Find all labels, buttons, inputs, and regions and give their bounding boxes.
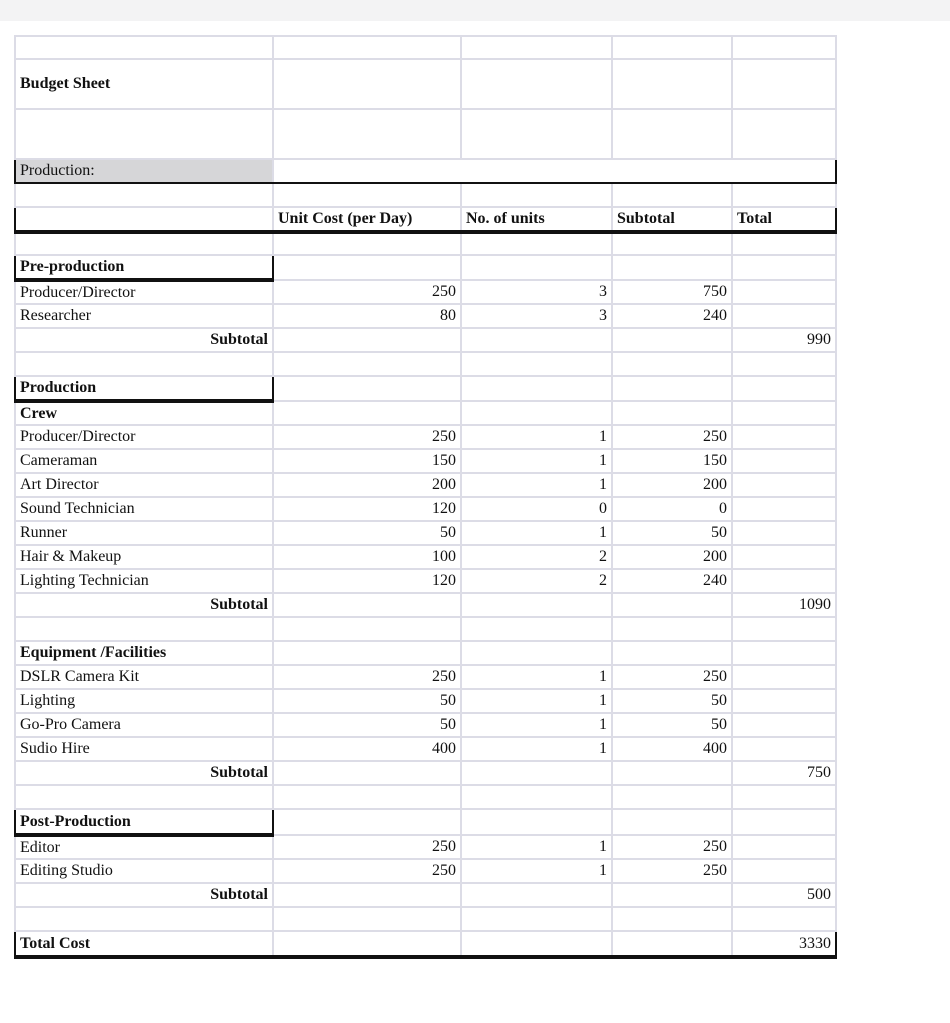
item-cell[interactable]: Hair & Makeup: [15, 545, 273, 569]
table-row: [15, 569, 836, 593]
blank-row: [15, 36, 836, 59]
section-total-cell[interactable]: 1090: [732, 593, 836, 617]
cell[interactable]: [15, 617, 273, 641]
table-row: [15, 497, 836, 521]
unit-cost-cell[interactable]: 50: [273, 713, 461, 737]
cell[interactable]: [273, 352, 461, 376]
cell[interactable]: [461, 883, 612, 907]
cell[interactable]: [461, 907, 612, 931]
cell[interactable]: [15, 232, 273, 255]
cell[interactable]: [732, 280, 836, 304]
cell[interactable]: [273, 931, 461, 957]
unit-cost-cell[interactable]: 250: [273, 425, 461, 449]
unit-cost-cell[interactable]: 250: [273, 859, 461, 883]
cell[interactable]: [273, 907, 461, 931]
blank-row: [15, 617, 836, 641]
table-row: [15, 473, 836, 497]
cell[interactable]: [461, 232, 612, 255]
cell[interactable]: [732, 785, 836, 809]
table-row: [15, 835, 836, 859]
unit-cost-cell[interactable]: 100: [273, 545, 461, 569]
total-cost-label[interactable]: Total Cost: [15, 931, 273, 957]
table-row: [15, 521, 836, 545]
subtotal-row: [15, 593, 836, 617]
cell[interactable]: [461, 785, 612, 809]
item-cell[interactable]: Art Director: [15, 473, 273, 497]
section-header-row: [15, 809, 836, 835]
cell[interactable]: [15, 109, 273, 159]
unit-cost-cell[interactable]: 250: [273, 835, 461, 859]
cell[interactable]: [732, 255, 836, 280]
cell[interactable]: [273, 328, 461, 352]
cell[interactable]: [612, 328, 732, 352]
subtotal-label[interactable]: Subtotal: [15, 328, 273, 352]
cell[interactable]: [732, 713, 836, 737]
production-name-row: [15, 159, 836, 183]
cell[interactable]: [732, 425, 836, 449]
header-total[interactable]: Total: [732, 207, 836, 232]
units-cell[interactable]: 2: [461, 545, 612, 569]
cell[interactable]: [612, 809, 732, 835]
cell[interactable]: [461, 376, 612, 401]
units-cell[interactable]: 1: [461, 665, 612, 689]
page-title[interactable]: Budget Sheet: [15, 59, 273, 109]
section-total-cell[interactable]: 990: [732, 328, 836, 352]
table-row: [15, 859, 836, 883]
cell[interactable]: [273, 183, 461, 207]
header-item[interactable]: [15, 207, 273, 232]
subtotal-cell[interactable]: 240: [612, 569, 732, 593]
header-subtotal[interactable]: Subtotal: [612, 207, 732, 232]
units-cell[interactable]: 1: [461, 473, 612, 497]
table-row: [15, 689, 836, 713]
subsection-header-row: [15, 641, 836, 665]
cell[interactable]: [15, 352, 273, 376]
section-total-cell[interactable]: 500: [732, 883, 836, 907]
subtotal-row: [15, 328, 836, 352]
section-label-postproduction[interactable]: Post-Production: [15, 809, 273, 835]
cell[interactable]: [612, 183, 732, 207]
cell[interactable]: [273, 36, 461, 59]
section-label-preproduction[interactable]: Pre-production: [15, 255, 273, 280]
cell[interactable]: [732, 835, 836, 859]
unit-cost-cell[interactable]: 50: [273, 521, 461, 545]
cell[interactable]: [732, 569, 836, 593]
subtotal-cell[interactable]: 250: [612, 859, 732, 883]
table-row: [15, 280, 836, 304]
unit-cost-cell[interactable]: 120: [273, 497, 461, 521]
unit-cost-cell[interactable]: 250: [273, 280, 461, 304]
cell[interactable]: [732, 376, 836, 401]
item-cell[interactable]: Lighting Technician: [15, 569, 273, 593]
blank-row: [15, 183, 836, 207]
subsection-header-row: [15, 401, 836, 425]
section-header-row: [15, 255, 836, 280]
cell[interactable]: [732, 232, 836, 255]
subtotal-label[interactable]: Subtotal: [15, 761, 273, 785]
cell[interactable]: [273, 109, 461, 159]
cell[interactable]: [461, 931, 612, 957]
cell[interactable]: [732, 907, 836, 931]
cell[interactable]: [461, 352, 612, 376]
table-row: [15, 449, 836, 473]
subtotal-cell[interactable]: 150: [612, 449, 732, 473]
cell[interactable]: [732, 641, 836, 665]
units-cell[interactable]: 1: [461, 449, 612, 473]
cell[interactable]: [273, 376, 461, 401]
blank-row: [15, 907, 836, 931]
cell[interactable]: [273, 809, 461, 835]
cell[interactable]: [273, 255, 461, 280]
cell[interactable]: [732, 36, 836, 59]
cell[interactable]: [461, 401, 612, 425]
cell[interactable]: [15, 36, 273, 59]
total-cost-value[interactable]: 3330: [732, 931, 836, 957]
cell[interactable]: [612, 232, 732, 255]
cell[interactable]: [461, 761, 612, 785]
cell[interactable]: [612, 109, 732, 159]
cell[interactable]: [732, 59, 836, 109]
item-cell[interactable]: Researcher: [15, 304, 273, 328]
subtotal-cell[interactable]: 250: [612, 665, 732, 689]
section-header-row: [15, 376, 836, 401]
cell[interactable]: [273, 232, 461, 255]
cell[interactable]: [273, 761, 461, 785]
units-cell[interactable]: 2: [461, 569, 612, 593]
units-cell[interactable]: 1: [461, 689, 612, 713]
cell[interactable]: [732, 809, 836, 835]
cell[interactable]: [273, 785, 461, 809]
subtotal-cell[interactable]: 400: [612, 737, 732, 761]
subtotal-cell[interactable]: 50: [612, 521, 732, 545]
cell[interactable]: [732, 401, 836, 425]
blank-row: [15, 785, 836, 809]
cell[interactable]: [273, 617, 461, 641]
cell[interactable]: [273, 59, 461, 109]
cell[interactable]: [461, 328, 612, 352]
units-cell[interactable]: 3: [461, 304, 612, 328]
cell[interactable]: [732, 521, 836, 545]
header-row: [15, 207, 836, 232]
cell[interactable]: [612, 401, 732, 425]
table-row: [15, 713, 836, 737]
cell[interactable]: [732, 449, 836, 473]
unit-cost-cell[interactable]: 150: [273, 449, 461, 473]
item-cell[interactable]: Runner: [15, 521, 273, 545]
budget-sheet-table: [14, 35, 837, 959]
cell[interactable]: [612, 641, 732, 665]
cell[interactable]: [612, 255, 732, 280]
cell[interactable]: [461, 183, 612, 207]
unit-cost-cell[interactable]: 200: [273, 473, 461, 497]
title-row: [15, 59, 836, 109]
cell[interactable]: [461, 617, 612, 641]
cell[interactable]: [461, 109, 612, 159]
section-label-production[interactable]: Production: [15, 376, 273, 401]
item-cell[interactable]: Go-Pro Camera: [15, 713, 273, 737]
subtotal-cell[interactable]: 250: [612, 835, 732, 859]
cell[interactable]: [732, 497, 836, 521]
section-total-cell[interactable]: 750: [732, 761, 836, 785]
production-name-field[interactable]: [273, 159, 836, 183]
table-row: [15, 425, 836, 449]
units-cell[interactable]: 1: [461, 737, 612, 761]
cell[interactable]: [612, 59, 732, 109]
item-cell[interactable]: Producer/Director: [15, 425, 273, 449]
blank-row: [15, 232, 836, 255]
item-cell[interactable]: Sudio Hire: [15, 737, 273, 761]
subtotal-cell[interactable]: 240: [612, 304, 732, 328]
subtotal-row: [15, 883, 836, 907]
cell[interactable]: [612, 883, 732, 907]
cell[interactable]: [612, 761, 732, 785]
subtotal-cell[interactable]: 200: [612, 473, 732, 497]
units-cell[interactable]: 1: [461, 859, 612, 883]
units-cell[interactable]: 0: [461, 497, 612, 521]
cell[interactable]: [732, 304, 836, 328]
cell[interactable]: [273, 401, 461, 425]
cell[interactable]: [15, 785, 273, 809]
cell[interactable]: [461, 809, 612, 835]
total-cost-row: [15, 931, 836, 957]
item-cell[interactable]: Sound Technician: [15, 497, 273, 521]
units-cell[interactable]: 1: [461, 425, 612, 449]
units-cell[interactable]: 1: [461, 521, 612, 545]
cell[interactable]: [273, 883, 461, 907]
subtotal-label[interactable]: Subtotal: [15, 593, 273, 617]
cell[interactable]: [612, 376, 732, 401]
cell[interactable]: [732, 617, 836, 641]
cell[interactable]: [612, 352, 732, 376]
cell[interactable]: [15, 907, 273, 931]
table-row: [15, 545, 836, 569]
cell[interactable]: [732, 665, 836, 689]
item-cell[interactable]: Cameraman: [15, 449, 273, 473]
unit-cost-cell[interactable]: 120: [273, 569, 461, 593]
unit-cost-cell[interactable]: 400: [273, 737, 461, 761]
subtotal-cell[interactable]: 50: [612, 713, 732, 737]
units-cell[interactable]: 1: [461, 835, 612, 859]
item-cell[interactable]: Editing Studio: [15, 859, 273, 883]
unit-cost-cell[interactable]: 50: [273, 689, 461, 713]
subtotal-cell[interactable]: 750: [612, 280, 732, 304]
subtotal-cell[interactable]: 0: [612, 497, 732, 521]
blank-row: [15, 109, 836, 159]
subtotal-row: [15, 761, 836, 785]
subtotal-cell[interactable]: 250: [612, 425, 732, 449]
cell[interactable]: [15, 183, 273, 207]
cell[interactable]: [612, 931, 732, 957]
cell[interactable]: [732, 473, 836, 497]
cell[interactable]: [732, 689, 836, 713]
item-cell[interactable]: Editor: [15, 835, 273, 859]
cell[interactable]: [461, 36, 612, 59]
subsection-label-equipment[interactable]: Equipment /Facilities: [15, 641, 273, 665]
table-row: [15, 304, 836, 328]
item-cell[interactable]: Lighting: [15, 689, 273, 713]
cell[interactable]: [273, 641, 461, 665]
cell[interactable]: [461, 255, 612, 280]
subtotal-label[interactable]: Subtotal: [15, 883, 273, 907]
item-cell[interactable]: Producer/Director: [15, 280, 273, 304]
unit-cost-cell[interactable]: 80: [273, 304, 461, 328]
item-cell[interactable]: DSLR Camera Kit: [15, 665, 273, 689]
cell[interactable]: [461, 641, 612, 665]
subtotal-cell[interactable]: 200: [612, 545, 732, 569]
table-row: [15, 737, 836, 761]
production-label[interactable]: Production:: [15, 159, 273, 183]
cell[interactable]: [612, 617, 732, 641]
cell[interactable]: [612, 593, 732, 617]
unit-cost-cell[interactable]: 250: [273, 665, 461, 689]
cell[interactable]: [612, 785, 732, 809]
subsection-label-crew[interactable]: Crew: [15, 401, 273, 425]
blank-row: [15, 352, 836, 376]
cell[interactable]: [612, 36, 732, 59]
cell[interactable]: [612, 907, 732, 931]
table-row: [15, 665, 836, 689]
cell[interactable]: [732, 859, 836, 883]
cell[interactable]: [732, 109, 836, 159]
cell[interactable]: [732, 737, 836, 761]
header-unit-cost[interactable]: Unit Cost (per Day): [273, 207, 461, 232]
top-bar: [0, 0, 950, 21]
subtotal-cell[interactable]: 50: [612, 689, 732, 713]
cell[interactable]: [732, 545, 836, 569]
units-cell[interactable]: 3: [461, 280, 612, 304]
cell[interactable]: [273, 593, 461, 617]
cell[interactable]: [732, 183, 836, 207]
units-cell[interactable]: 1: [461, 713, 612, 737]
cell[interactable]: [461, 593, 612, 617]
cell[interactable]: [461, 59, 612, 109]
header-units[interactable]: No. of units: [461, 207, 612, 232]
cell[interactable]: [732, 352, 836, 376]
